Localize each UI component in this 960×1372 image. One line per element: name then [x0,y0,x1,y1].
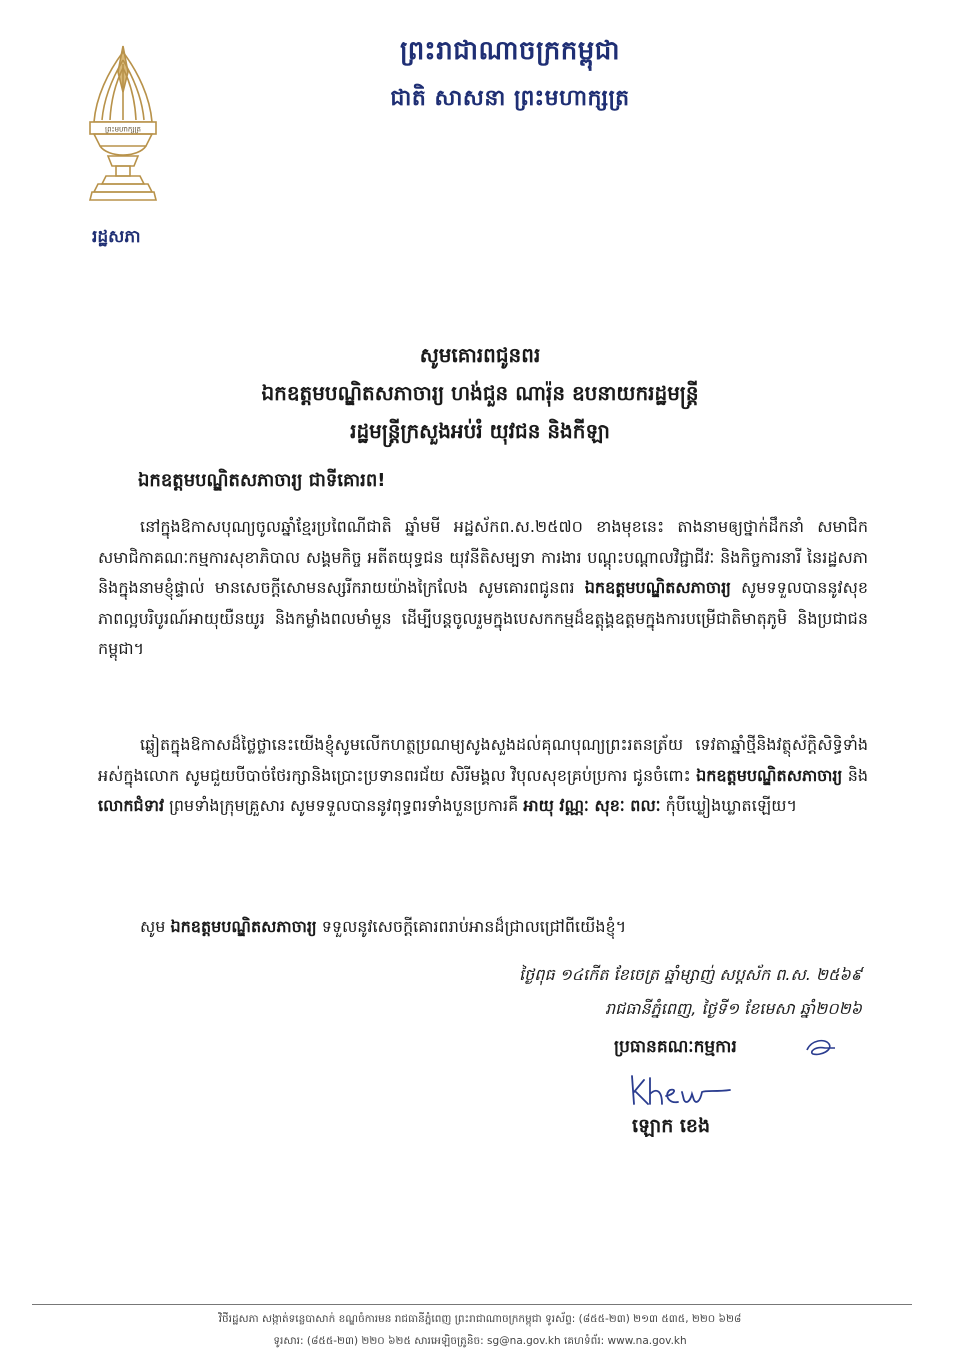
p1-text-b: សូមទទួលបាននូវសុខភាពល្អបរិបូរណ៍អាយុយឺនយូរ និងកម្លាំងពលមាំមួន ដើម្បីបន្តចូលរួមក្នុងបេសកកម្មដ៏ឧត្តុង្គឧត្តមក្នុងការបម្រើជាតិមាតុភូមិ និងប្រជាជនកម្ពុជា។ [98,578,869,658]
signatory-name: ឡោក ខេង [632,1115,711,1137]
paragraph-1 [98,512,868,665]
signatory-title: ប្រធានគណៈកម្មការ [614,1037,737,1057]
p2-text-c: កុំបីឃ្លៀងឃ្លាតឡើយ។ [665,796,797,815]
institution-label: រដ្ឋសភា [92,227,141,247]
paragraph-3 [98,912,868,943]
initial-mark [803,1036,837,1060]
solar-date: រាជធានីភ្នំពេញ, ថ្ងៃទី១ ខែមេសា ឆ្នាំ២០២៦ [604,999,862,1018]
p2-text-a: ឆ្លៀតក្នុងឱកាសដ៏ថ្លៃថ្លានេះយើងខ្ញុំសូមលើកហត្ថប្រណម្យសូងសួងដល់គុណបុណ្យព្រះរតនត្រ័យ ទេវតាឆ្នាំថ្មីនិងវត្ថុស័ក្តិសិទ្ធិទាំងអស់ក្នុងលោក សូមជួយបីបាច់ថែរក្សានិងប្រោះប្រទានពរជ័យ សិរីមង្គល វិបុលសុខគ្រប់ប្រការ ជូនចំពោះ [98,735,868,785]
p1-honorific: ឯកឧត្តមបណ្ឌិតសភាចារ្យ [584,578,731,597]
footer-contact: ទូរសារ: (៨៥៥-២៣) ២២០ ៦២៥ សារអេឡិចត្រូនិច: sg@na.gov.kh គេហទំព័រ: www.na.gov.kh [273,1335,687,1347]
p2-spouse-title: លោកជំទាវ [98,796,165,815]
footer-address: វិថីរដ្ឋសភា សង្កាត់ទន្លេបាសាក់ ខណ្ឌចំការមន រាជធានីភ្នំពេញ ព្រះរាជាណាចក្រកម្ពុជា ទូរស័ព្ទ: (៨៥៥-២៣) ២១៣ ៥៣៥, ២២០ ៦២៨ [218,1313,742,1325]
p2-text-b: ព្រមទាំងក្រុមគ្រួសារ សូមទទួលបាននូវពុទ្ធពរទាំងបួនប្រការគឺ [169,796,519,815]
greeting-title: សូមគោរពជូនពរ [419,343,541,367]
p3-text-a: សូម [140,917,166,936]
p2-honorific: ឯកឧត្តមបណ្ឌិតសភាចារ្យ [696,765,843,785]
p2-blessings: អាយុ វណ្ណៈ សុខៈ ពលៈ [523,796,661,815]
handwritten-signature [626,1070,736,1110]
kingdom-heading: ព្រះរាជាណាចក្រកម្ពុជា [400,36,620,66]
paragraph-2 [98,730,868,822]
p1-text-a: នៅក្នុងឱកាសបុណ្យចូលឆ្នាំខ្មែរប្រពៃណីជាតិ ឆ្នាំមមី អដ្ឋស័កព.ស.២៥៧០ ខាងមុខនេះ តាងនាមឲ្យថ្នាក់ដឹកនាំ សមាជិក សមាជិកាគណៈកម្មការសុខាភិបាល សង្គមកិច្ច អតីតយុទ្ធជន យុវនីតិសម្បទា ការងារ បណ្តុះបណ្តាលវិជ្ជាជីវៈ និងកិច្ចការនារី នៃរដ្ឋសភា និងក្នុងនាមខ្ញុំផ្ទាល់ មានសេចក្តីសោមនស្សរីករាយយ៉ាងក្រៃលែង សូមគោរពជូនពរ [98,517,868,597]
p3-text-b: ទទួលនូវសេចក្តីគោរពរាប់អានដ៏ជ្រាលជ្រៅពីយើងខ្ញុំ។ [321,917,627,936]
salutation: ឯកឧត្តមបណ្ឌិតសភាចារ្យ ជាទីគោរព! [138,470,386,491]
national-motto: ជាតិ សាសនា ព្រះមហាក្សត្រ [390,86,630,111]
p2-conjunction: និង [847,765,869,785]
footer-divider [32,1304,912,1305]
p3-honorific: ឯកឧត្តមបណ្ឌិតសភាចារ្យ [170,917,317,936]
recipient-name: ឯកឧត្តមបណ្ឌិតសភាចារ្យ ហង់ជួន ណារ៉ុន ឧបនាយករដ្ឋមន្ត្រី [261,381,699,405]
national-assembly-emblem [78,42,168,212]
lunar-date: ថ្ងៃពុធ ១៤កើត ខែចេត្រ ឆ្នាំម្សាញ់ សប្តស័ក ព.ស. ២៥៦៩ [519,965,862,984]
recipient-position: រដ្ឋមន្ត្រីក្រសួងអប់រំ យុវជន និងកីឡា [350,419,610,443]
svg-text:ព្រះមហាក្សត្រ: ព្រះមហាក្សត្រ [105,125,141,134]
